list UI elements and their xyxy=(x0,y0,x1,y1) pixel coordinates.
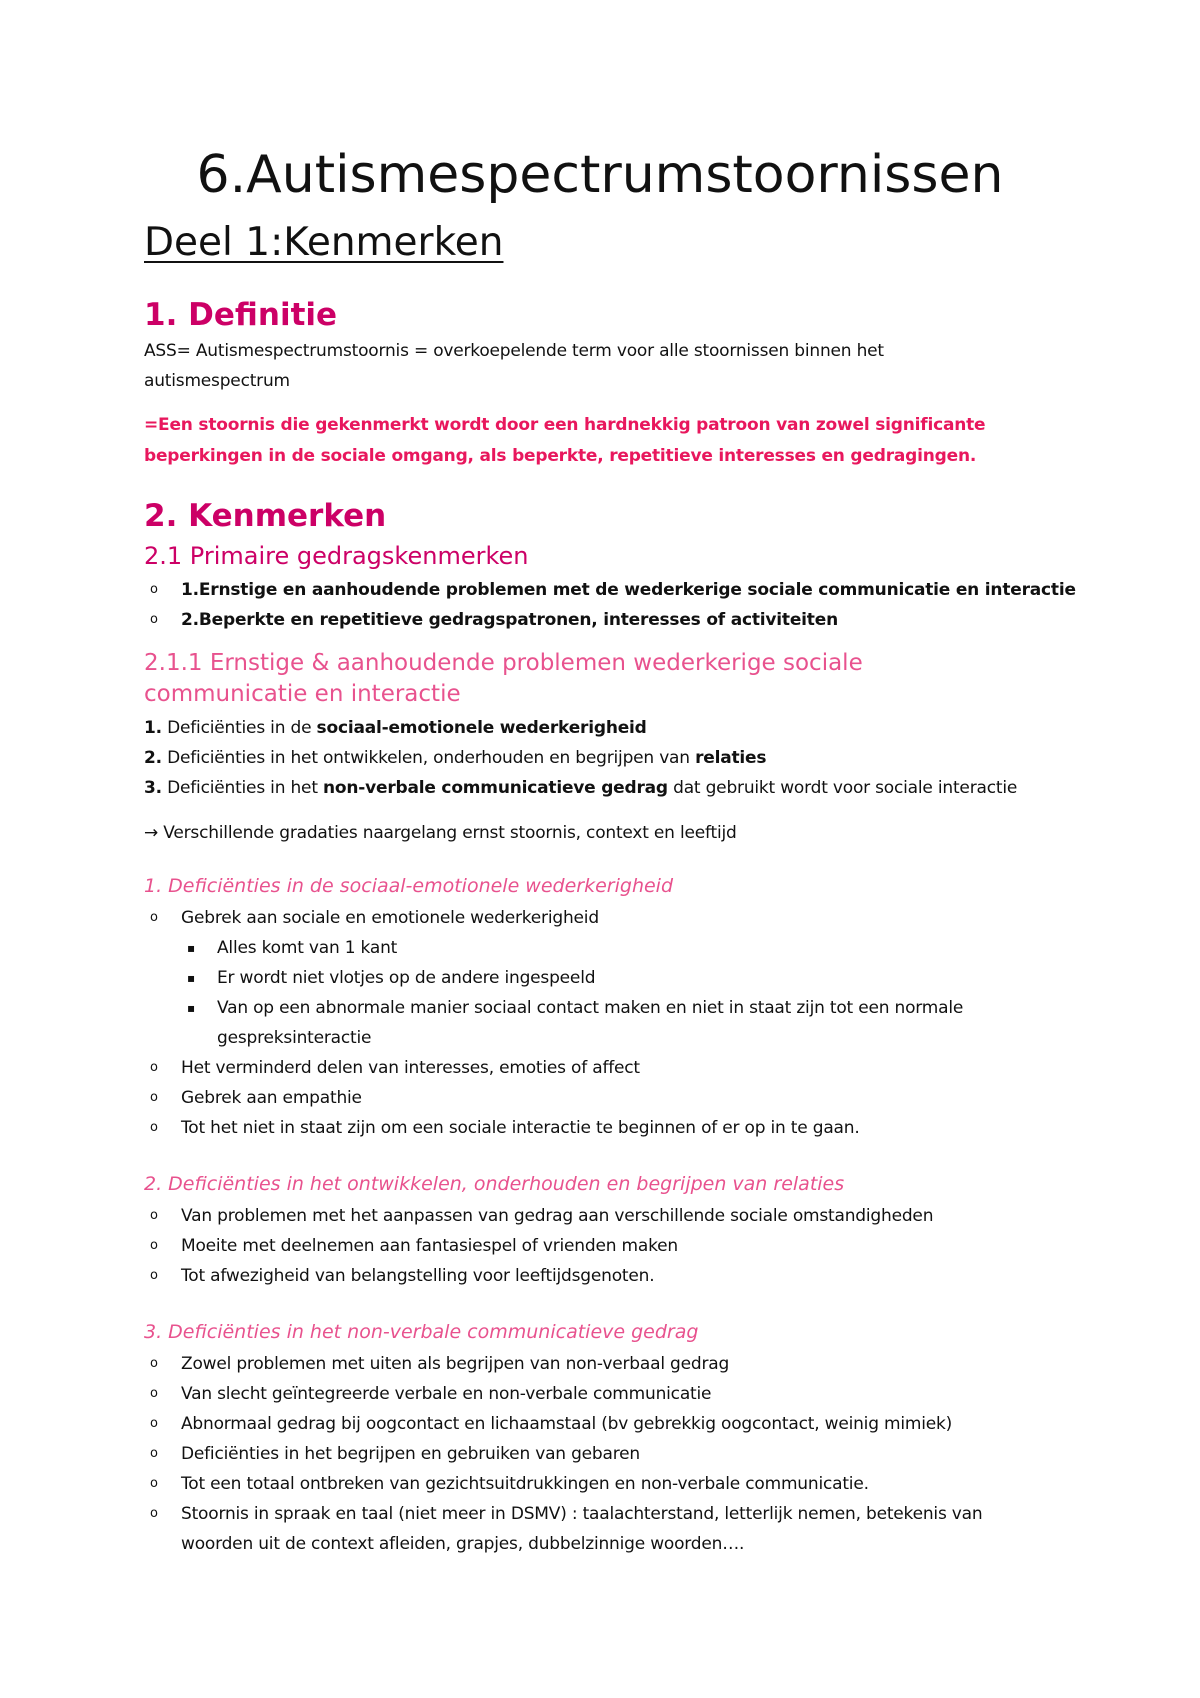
bullet-icon: o xyxy=(150,1090,158,1105)
bullet-icon: o xyxy=(150,1506,158,1521)
primary-item-2: 2.Beperkte en repetitieve gedragspatronen, interesses of activiteiten xyxy=(181,610,838,630)
part-heading: Deel 1:Kenmerken xyxy=(144,220,504,265)
list-item: Het verminderd delen van interesses, emoties of affect xyxy=(181,1058,640,1078)
heading-kenmerken: 2. Kenmerken xyxy=(144,498,387,534)
square-bullet-icon: ▪ xyxy=(187,1001,196,1015)
sub-list-item: Alles komt van 1 kant xyxy=(217,938,398,958)
bullet-icon: o xyxy=(150,582,158,597)
primary-item-1: 1.Ernstige en aanhoudende problemen met de wederkerige sociale communicatie en interactie xyxy=(181,580,1076,600)
heading-non-verbale-communicatie: 3. Deficiënties in het non-verbale communicatieve gedrag xyxy=(144,1321,699,1343)
definition-text-line-2: autismespectrum xyxy=(144,371,290,391)
list-item: Gebrek aan sociale en emotionele wederkerigheid xyxy=(181,908,599,928)
sub-list-item-continuation: gespreksinteractie xyxy=(217,1028,372,1048)
list-item: Tot afwezigheid van belangstelling voor leeftijdsgenoten. xyxy=(181,1266,655,1286)
bullet-icon: o xyxy=(150,1386,158,1401)
bullet-icon: o xyxy=(150,1416,158,1431)
heading-definitie: 1. Definitie xyxy=(144,297,338,333)
list-item: Tot het niet in staat zijn om een sociale interactie te beginnen of er op in te gaan. xyxy=(181,1118,860,1138)
bullet-icon: o xyxy=(150,1268,158,1283)
bullet-icon: o xyxy=(150,1120,158,1135)
list-item-continuation: woorden uit de context afleiden, grapjes, dubbelzinnige woorden…. xyxy=(181,1534,745,1554)
numbered-item-1: 1. Deficiënties in de sociaal-emotionele wederkerigheid xyxy=(144,718,647,738)
heading-sociaal-emotionele-wederkerigheid: 1. Deficiënties in de sociaal-emotionele wederkerigheid xyxy=(144,875,674,897)
numbered-item-2: 2. Deficiënties in het ontwikkelen, onderhouden en begrijpen van relaties xyxy=(144,748,767,768)
bullet-icon: o xyxy=(150,1356,158,1371)
heading-2-1-1-line-2: communicatie en interactie xyxy=(144,681,461,707)
sub-list-item: Er wordt niet vlotjes op de andere ingespeeld xyxy=(217,968,596,988)
list-item: Zowel problemen met uiten als begrijpen van non-verbaal gedrag xyxy=(181,1354,730,1374)
heading-primaire-gedragskenmerken: 2.1 Primaire gedragskenmerken xyxy=(144,542,529,570)
list-item: Tot een totaal ontbreken van gezichtsuitdrukkingen en non-verbale communicatie. xyxy=(181,1474,869,1494)
document-title: 6.Autismespectrumstoornissen xyxy=(196,145,1004,205)
list-item: Deficiënties in het begrijpen en gebruiken van gebaren xyxy=(181,1444,640,1464)
bullet-icon: o xyxy=(150,1238,158,1253)
heading-relaties: 2. Deficiënties in het ontwikkelen, onderhouden en begrijpen van relaties xyxy=(144,1173,845,1195)
bullet-icon: o xyxy=(150,910,158,925)
definition-highlight-line-2: beperkingen in de sociale omgang, als beperkte, repetitieve interesses en gedragingen. xyxy=(144,446,977,466)
square-bullet-icon: ▪ xyxy=(187,941,196,955)
bullet-icon: o xyxy=(150,612,158,627)
list-item: Abnormaal gedrag bij oogcontact en lichaamstaal (bv gebrekkig oogcontact, weinig mimiek) xyxy=(181,1414,953,1434)
bullet-icon: o xyxy=(150,1060,158,1075)
definition-text-line-1: ASS= Autismespectrumstoornis = overkoepelende term voor alle stoornissen binnen het xyxy=(144,341,884,361)
arrow-note: → Verschillende gradaties naargelang ernst stoornis, context en leeftijd xyxy=(144,823,737,843)
list-item: Moeite met deelnemen aan fantasiespel of vrienden maken xyxy=(181,1236,678,1256)
list-item: Gebrek aan empathie xyxy=(181,1088,362,1108)
heading-2-1-1-line-1: 2.1.1 Ernstige & aanhoudende problemen wederkerige sociale xyxy=(144,650,863,676)
list-item: Van slecht geïntegreerde verbale en non-verbale communicatie xyxy=(181,1384,712,1404)
list-item: Van problemen met het aanpassen van gedrag aan verschillende sociale omstandigheden xyxy=(181,1206,934,1226)
sub-list-item: Van op een abnormale manier sociaal contact maken en niet in staat zijn tot een normale xyxy=(217,998,964,1018)
definition-highlight-line-1: =Een stoornis die gekenmerkt wordt door een hardnekkig patroon van zowel significante xyxy=(144,415,986,435)
bullet-icon: o xyxy=(150,1208,158,1223)
bullet-icon: o xyxy=(150,1476,158,1491)
numbered-item-3: 3. Deficiënties in het non-verbale communicatieve gedrag dat gebruikt wordt voor sociale interactie xyxy=(144,778,1018,798)
bullet-icon: o xyxy=(150,1446,158,1461)
square-bullet-icon: ▪ xyxy=(187,971,196,985)
list-item: Stoornis in spraak en taal (niet meer in DSMV) : taalachterstand, letterlijk nemen, betekenis van xyxy=(181,1504,983,1524)
